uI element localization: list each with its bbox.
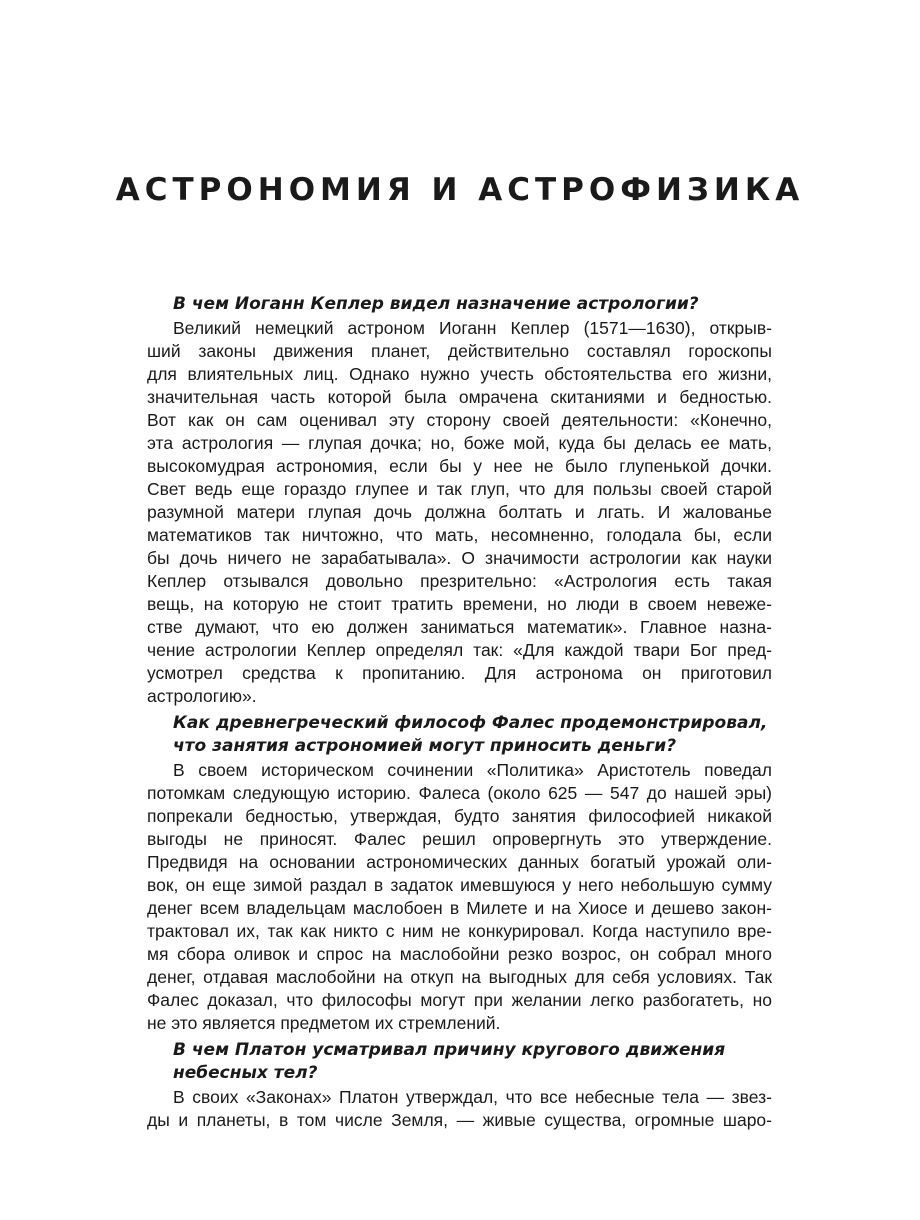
text-line: денег всем владельцам маслобоен в Милете и на Хиосе и дешево закон- <box>147 898 772 918</box>
text-line: астрологию». <box>147 686 257 706</box>
text-line: выгоды не приносят. Фалес решил опровергнуть это утверждение. <box>147 829 772 849</box>
text-line: ший законы движения планет, действительно составлял гороскопы <box>147 341 772 361</box>
section-heading <box>147 712 772 758</box>
heading-line: что занятия астрономией могут приносить деньги? <box>173 736 677 756</box>
text-line: вок, он еще зимой раздал в задаток имевшуюся у него небольшую сумму <box>147 875 772 895</box>
heading-line: В чем Платон усматривал причину кругового движения <box>173 1040 726 1060</box>
text-line: В своем историческом сочинении «Политика» Аристотель поведал <box>173 760 772 780</box>
section-heading <box>147 1039 772 1085</box>
text-line: бы дочь ничего не зарабатывала». О значимости астрологии как науки <box>147 548 772 568</box>
text-line: усмотрел средства к пропитанию. Для астронома он приготовил <box>147 663 772 683</box>
text-line: чение астрологии Кеплер определял так: «Для каждой твари Бог пред- <box>147 640 772 660</box>
text-line: Фалес доказал, что философы могут при желании легко разбогатеть, но <box>147 990 772 1010</box>
text-line: ды и планеты, в том числе Земля, — живые существа, огромные шаро- <box>147 1110 772 1130</box>
text-line: для влиятельных лиц. Однако нужно учесть обстоятельства его жизни, <box>147 364 772 384</box>
text-line: эта астрология — глупая дочка; но, боже мой, куда бы делась ее мать, <box>147 433 772 453</box>
text-line: не это является предметом их стремлений. <box>147 1013 501 1033</box>
text-line: Предвидя на основании астрономических данных богатый урожай оли- <box>147 852 772 872</box>
section-thales <box>147 712 772 1035</box>
text-line: денег, отдавая маслобойни на откуп на выгодных для себя условиях. Так <box>147 967 772 987</box>
heading-line: Как древнегреческий философ Фалес продемонстрировал, <box>173 713 768 733</box>
text-line: вещь, на которую не стоит тратить времени, но люди в своем невеже- <box>147 594 772 614</box>
paragraph <box>147 317 772 708</box>
section-plato <box>147 1039 772 1132</box>
section-heading <box>147 293 772 316</box>
chapter-title: АСТРОНОМИЯ И АСТРОФИЗИКА <box>115 172 805 208</box>
text-line: Вот как он сам оценивал эту сторону своей деятельности: «Конечно, <box>147 410 772 430</box>
text-line: потомкам следующую историю. Фалеса (около 625 — 547 до нашей эры) <box>147 783 772 803</box>
text-line: математиков так ничтожно, что мать, несомненно, голодала бы, если <box>147 525 772 545</box>
text-line: попрекали бедностью, утверждая, будто занятия философией никакой <box>147 806 772 826</box>
text-line: В своих «Законах» Платон утверждал, что все небесные тела — звез- <box>173 1087 772 1107</box>
text-line: разумной матери глупая дочь должна болтать и лгать. И жалованье <box>147 502 772 522</box>
text-line: стве думают, что ею должен заниматься математик». Главное назна- <box>147 617 772 637</box>
paragraph <box>147 759 772 1035</box>
text-line: мя сбора оливок и спрос на маслобойни резко возрос, он собрал много <box>147 944 772 964</box>
paragraph <box>147 1086 772 1132</box>
text-line: Великий немецкий астроном Иоганн Кеплер (1571—1630), открыв- <box>173 318 772 338</box>
heading-line: небесных тел? <box>173 1063 318 1083</box>
text-line: Кеплер отзывался довольно презрительно: «Астрология есть такая <box>147 571 772 591</box>
heading-line: В чем Иоганн Кеплер видел назначение астрологии? <box>173 294 699 314</box>
text-line: значительная часть которой была омрачена скитаниями и бедностью. <box>147 387 772 407</box>
text-line: трактовал их, так как никто с ним не конкурировал. Когда наступило вре- <box>147 921 772 941</box>
section-kepler <box>147 293 772 708</box>
text-line: Свет ведь еще гораздо глупее и так глуп, что для пользы своей старой <box>147 479 772 499</box>
text-line: высокомудрая астрономия, если бы у нее не было глупенькой дочки. <box>147 456 772 476</box>
text-column <box>147 293 772 1136</box>
